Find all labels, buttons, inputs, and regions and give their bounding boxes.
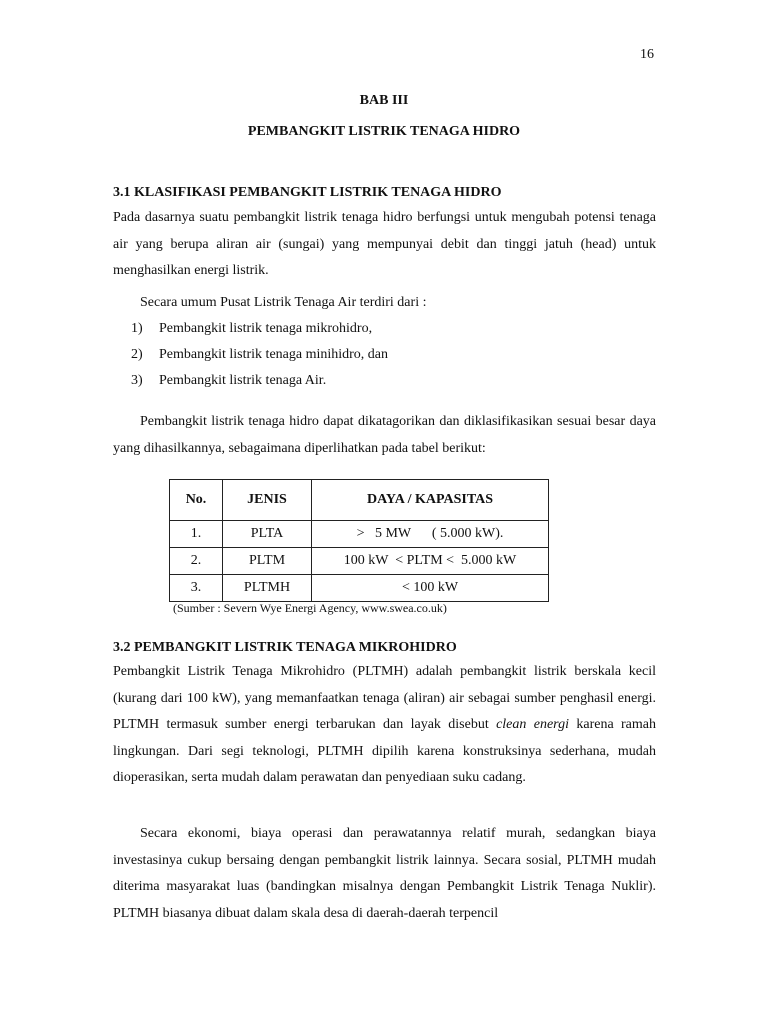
power-classification-table [169,479,549,602]
list-item-number: 1) [131,321,143,336]
table-row [170,548,549,575]
cell-jenis: PLTMH [223,575,312,602]
cell-no: 1. [170,521,223,548]
section-3-2-heading: 3.2 PEMBANGKIT LISTRIK TENAGA MIKROHIDRO [113,640,457,655]
section-3-1-paragraph-1: Pada dasarnya suatu pembangkit listrik tenaga hidro berfungsi untuk mengubah potensi tenaga air yang berupa aliran air (sungai) yang mempunyai debit dan tinggi jatuh (head) untuk menghasilkan energi listrik. [113,210,656,278]
cell-daya: < 100 kW [312,575,549,602]
para-text-end: karena ramah lingkungan. Dari segi teknologi, PLTMH dipilih karena konstruksinya sederhana, mudah dioperasikan, serta mudah dalam perawatan dan penyediaan suku cadang. [113,717,656,785]
table-header-row [170,480,549,521]
list-item [131,373,326,389]
header-no: No. [170,480,223,521]
list-item [131,321,372,337]
chapter-title: PEMBANGKIT LISTRIK TENAGA HIDRO [247,124,521,139]
table-row [170,575,549,602]
list-item-number: 2) [131,347,143,362]
cell-no: 2. [170,548,223,575]
list-item-text: Pembangkit listrik tenaga mikrohidro, [159,321,373,336]
list-item-text: Pembangkit listrik tenaga Air. [159,373,327,388]
chapter-label: BAB III [359,93,409,108]
section-3-1-intro: Secara umum Pusat Listrik Tenaga Air terdiri dari : [140,295,427,310]
cell-daya: > 5 MW ( 5.000 kW). [312,521,549,548]
section-3-1-heading: 3.1 KLASIFIKASI PEMBANGKIT LISTRIK TENAGA HIDRO [113,185,502,200]
list-item-text: Pembangkit listrik tenaga minihidro, dan [159,347,389,362]
table-source: (Sumber : Severn Wye Energi Agency, www.swea.co.uk) [173,601,447,615]
clean-energi-term: clean energi [496,717,569,732]
section-3-2-paragraph-1 [113,659,656,792]
list-item [131,347,388,363]
section-3-2-paragraph-2: Secara ekonomi, biaya operasi dan perawatannya relatif murah, sedangkan biaya investasinya cukup bersaing dengan pembangkit listrik lainnya. Secara sosial, PLTMH mudah diterima masyarakat luas (bandingkan misalnya dengan Pembangkit Listrik Tenaga Nuklir). PLTMH biasanya dibuat dalam skala desa di daerah-daerah terpencil [113,826,656,921]
page-number: 16 [640,47,654,62]
para-text-start: Pembangkit Listrik Tenaga Mikrohidro (PLTMH) adalah pembangkit listrik berskala kecil (kurang dari 100 kW), yang memanfaatkan tenaga (aliran) air sebagai sumber penghasil energi. PLTMH termasuk sumber energi terbarukan dan layak disebut [113,664,656,732]
header-daya: DAYA / KAPASITAS [312,480,549,521]
cell-daya: 100 kW < PLTM < 5.000 kW [312,548,549,575]
header-jenis: JENIS [223,480,312,521]
table-row [170,521,549,548]
section-3-1-paragraph-2: Pembangkit listrik tenaga hidro dapat dikatagorikan dan diklasifikasikan sesuai besar daya yang dihasilkannya, sebagaimana diperlihatkan pada tabel berikut: [113,414,656,456]
cell-jenis: PLTA [223,521,312,548]
cell-jenis: PLTM [223,548,312,575]
list-item-number: 3) [131,373,143,388]
cell-no: 3. [170,575,223,602]
